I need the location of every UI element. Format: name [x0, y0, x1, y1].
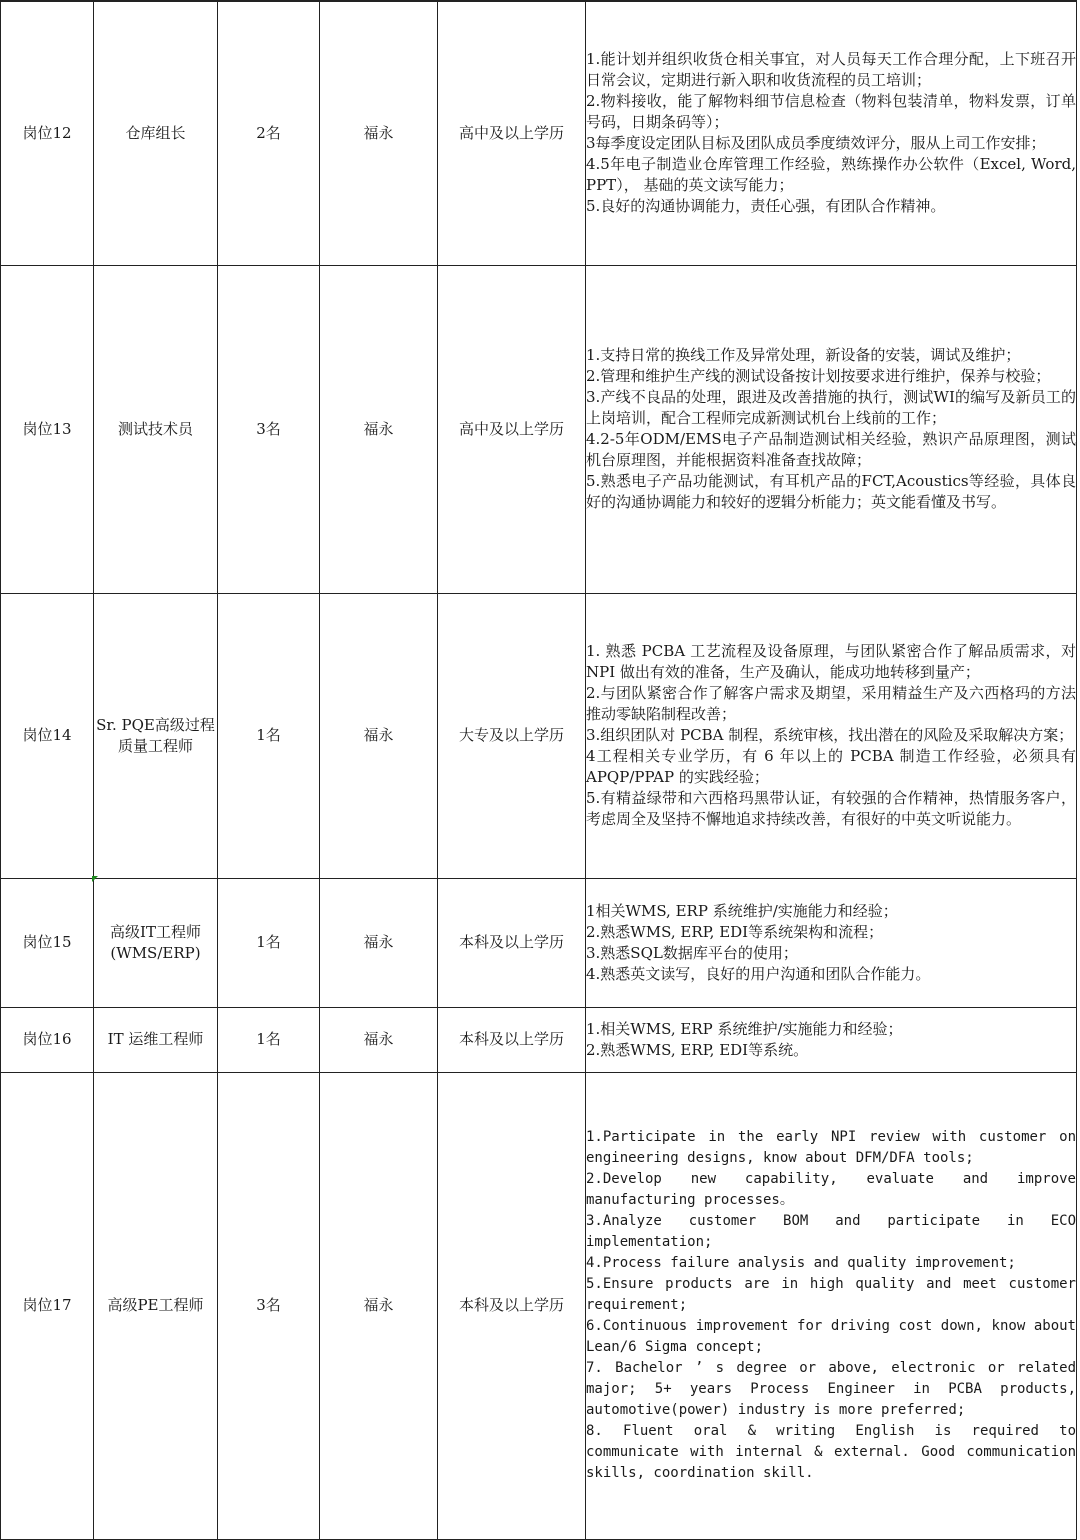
- requirement-line: 4.Process failure analysis and quality improvement;: [586, 1255, 1016, 1271]
- requirement-line: 3.组织团队对 PCBA 制程，系统审核，找出潜在的风险及采取解决方案；: [586, 726, 1074, 744]
- requirement-line: 4.5年电子制造业仓库管理工作经验，熟练操作办公软件（Excel, Word, PPT）， 基础的英文读写能力；: [586, 155, 1076, 195]
- post-cell: 岗位15: [1, 878, 94, 1007]
- requirement-line: 5.良好的沟通协调能力，责任心强，有团队合作精神。: [586, 197, 946, 216]
- job-rows: [1, 1, 1077, 1539]
- job-title-cell: 高级PE工程师: [94, 1072, 218, 1539]
- headcount-cell: 1名: [218, 878, 320, 1007]
- table-row: [1, 1, 1077, 265]
- requirement-line: 2.熟悉WMS, ERP, EDI等系统架构和流程；: [586, 922, 884, 941]
- headcount-cell: 1名: [218, 1007, 320, 1072]
- location-cell: 福永: [320, 593, 438, 878]
- requirement-line: 2.管理和维护生产线的测试设备按计划按要求进行维护，保养与校验；: [586, 367, 1051, 385]
- cell-comment-marker: [92, 876, 98, 882]
- requirement-line: 1.支持日常的换线工作及异常处理，新设备的安装，调试及维护；: [586, 346, 1021, 364]
- table-row: [1, 1007, 1077, 1072]
- job-title-cell: 高级IT工程师(WMS/ERP): [94, 878, 218, 1007]
- requirement-line: 2.Develop new capability, evaluate and improve manufacturing processes。: [586, 1171, 1076, 1208]
- requirements-cell: [586, 1, 1077, 265]
- post-cell: 岗位12: [1, 1, 94, 265]
- requirements-cell: [586, 265, 1077, 593]
- job-title-cell: Sr. PQE高级过程质量工程师: [94, 593, 218, 878]
- requirements-cell: [586, 1072, 1077, 1539]
- requirement-line: 1相关WMS, ERP 系统维护/实施能力和经验；: [586, 901, 898, 920]
- table-row: [1, 1072, 1077, 1539]
- requirements-cell: [586, 878, 1077, 1007]
- location-cell: 福永: [320, 265, 438, 593]
- requirement-line: 5.有精益绿带和六西格玛黑带认证，有较强的合作精神，热情服务客户，考虑周全及坚持不懈地追求持续改善，有很好的中英文听说能力。: [586, 789, 1076, 828]
- requirement-line: 1.相关WMS, ERP 系统维护/实施能力和经验；: [586, 1019, 903, 1038]
- requirement-line: 7. Bachelor ’ s degree or above, electronic or related major; 5+ years Process Engineer in PCBA products, automotive(power) industry is more preferred;: [586, 1360, 1076, 1418]
- education-cell: 大专及以上学历: [438, 593, 586, 878]
- job-title-cell: 测试技术员: [94, 265, 218, 593]
- table-row: [1, 878, 1077, 1007]
- post-cell: 岗位13: [1, 265, 94, 593]
- requirement-line: 4工程相关专业学历，有 6 年以上的 PCBA 制造工作经验，必须具有 APQP/PPAP 的实践经验；: [586, 747, 1076, 786]
- requirement-line: 1. 熟悉 PCBA 工艺流程及设备原理，与团队紧密合作了解品质需求，对 NPI 做出有效的准备，生产及确认，能成功地转移到量产；: [586, 642, 1076, 681]
- requirement-line: 6.Continuous improvement for driving cost down, know about Lean/6 Sigma concept;: [586, 1318, 1076, 1355]
- location-cell: 福永: [320, 1, 438, 265]
- education-cell: 高中及以上学历: [438, 265, 586, 593]
- job-title-cell: IT 运维工程师: [94, 1007, 218, 1072]
- location-cell: 福永: [320, 1072, 438, 1539]
- location-cell: 福永: [320, 878, 438, 1007]
- headcount-cell: 3名: [218, 265, 320, 593]
- requirement-line: 3每季度设定团队目标及团队成员季度绩效评分，服从上司工作安排；: [586, 134, 1046, 153]
- requirement-line: 8. Fluent oral & writing English is required to communicate with internal & external. Good communication skills, coordination skill.: [586, 1423, 1076, 1481]
- requirements-cell: [586, 1007, 1077, 1072]
- table-row: [1, 265, 1077, 593]
- requirement-line: 2.物料接收，能了解物料细节信息检查（物料包装清单，物料发票，订单号码，日期条码等）；: [586, 92, 1076, 132]
- education-cell: 本科及以上学历: [438, 1007, 586, 1072]
- requirements-cell: [586, 593, 1077, 878]
- headcount-cell: 3名: [218, 1072, 320, 1539]
- education-cell: 本科及以上学历: [438, 1072, 586, 1539]
- requirement-line: 2.与团队紧密合作了解客户需求及期望，采用精益生产及六西格玛的方法推动零缺陷制程改善；: [586, 684, 1076, 723]
- education-cell: 高中及以上学历: [438, 1, 586, 265]
- headcount-cell: 1名: [218, 593, 320, 878]
- requirement-line: 5.Ensure products are in high quality and meet customer requirement;: [586, 1276, 1076, 1313]
- requirement-line: 1.能计划并组织收货仓相关事宜，对人员每天工作合理分配，上下班召开日常会议，定期进行新入职和收货流程的员工培训；: [586, 50, 1076, 90]
- post-cell: 岗位17: [1, 1072, 94, 1539]
- education-cell: 本科及以上学历: [438, 878, 586, 1007]
- requirement-line: 2.熟悉WMS, ERP, EDI等系统。: [586, 1040, 809, 1059]
- job-title-cell: 仓库组长: [94, 1, 218, 265]
- requirement-line: 3.熟悉SQL数据库平台的使用；: [586, 943, 798, 962]
- requirement-line: 3.Analyze customer BOM and participate in ECO implementation;: [586, 1213, 1076, 1250]
- location-cell: 福永: [320, 1007, 438, 1072]
- requirement-line: 3.产线不良品的处理，跟进及改善措施的执行，测试WI的编写及新员工的上岗培训，配合工程师完成新测试机台上线前的工作；: [586, 388, 1076, 427]
- post-cell: 岗位16: [1, 1007, 94, 1072]
- post-cell: 岗位14: [1, 593, 94, 878]
- table-row: [1, 593, 1077, 878]
- requirement-line: 4.2-5年ODM/EMS电子产品制造测试相关经验，熟识产品原理图，测试机台原理图，并能根据资料准备查找故障；: [586, 430, 1076, 469]
- requirement-line: 5.熟悉电子产品功能测试，有耳机产品的FCT,Acoustics等经验，具体良好的沟通协调能力和较好的逻辑分析能力；英文能看懂及书写。: [586, 472, 1076, 511]
- requirement-line: 1.Participate in the early NPI review with customer on engineering designs, know about DFM/DFA tools;: [586, 1129, 1076, 1166]
- headcount-cell: 2名: [218, 1, 320, 265]
- requirement-line: 4.熟悉英文读写，良好的用户沟通和团队合作能力。: [586, 964, 931, 983]
